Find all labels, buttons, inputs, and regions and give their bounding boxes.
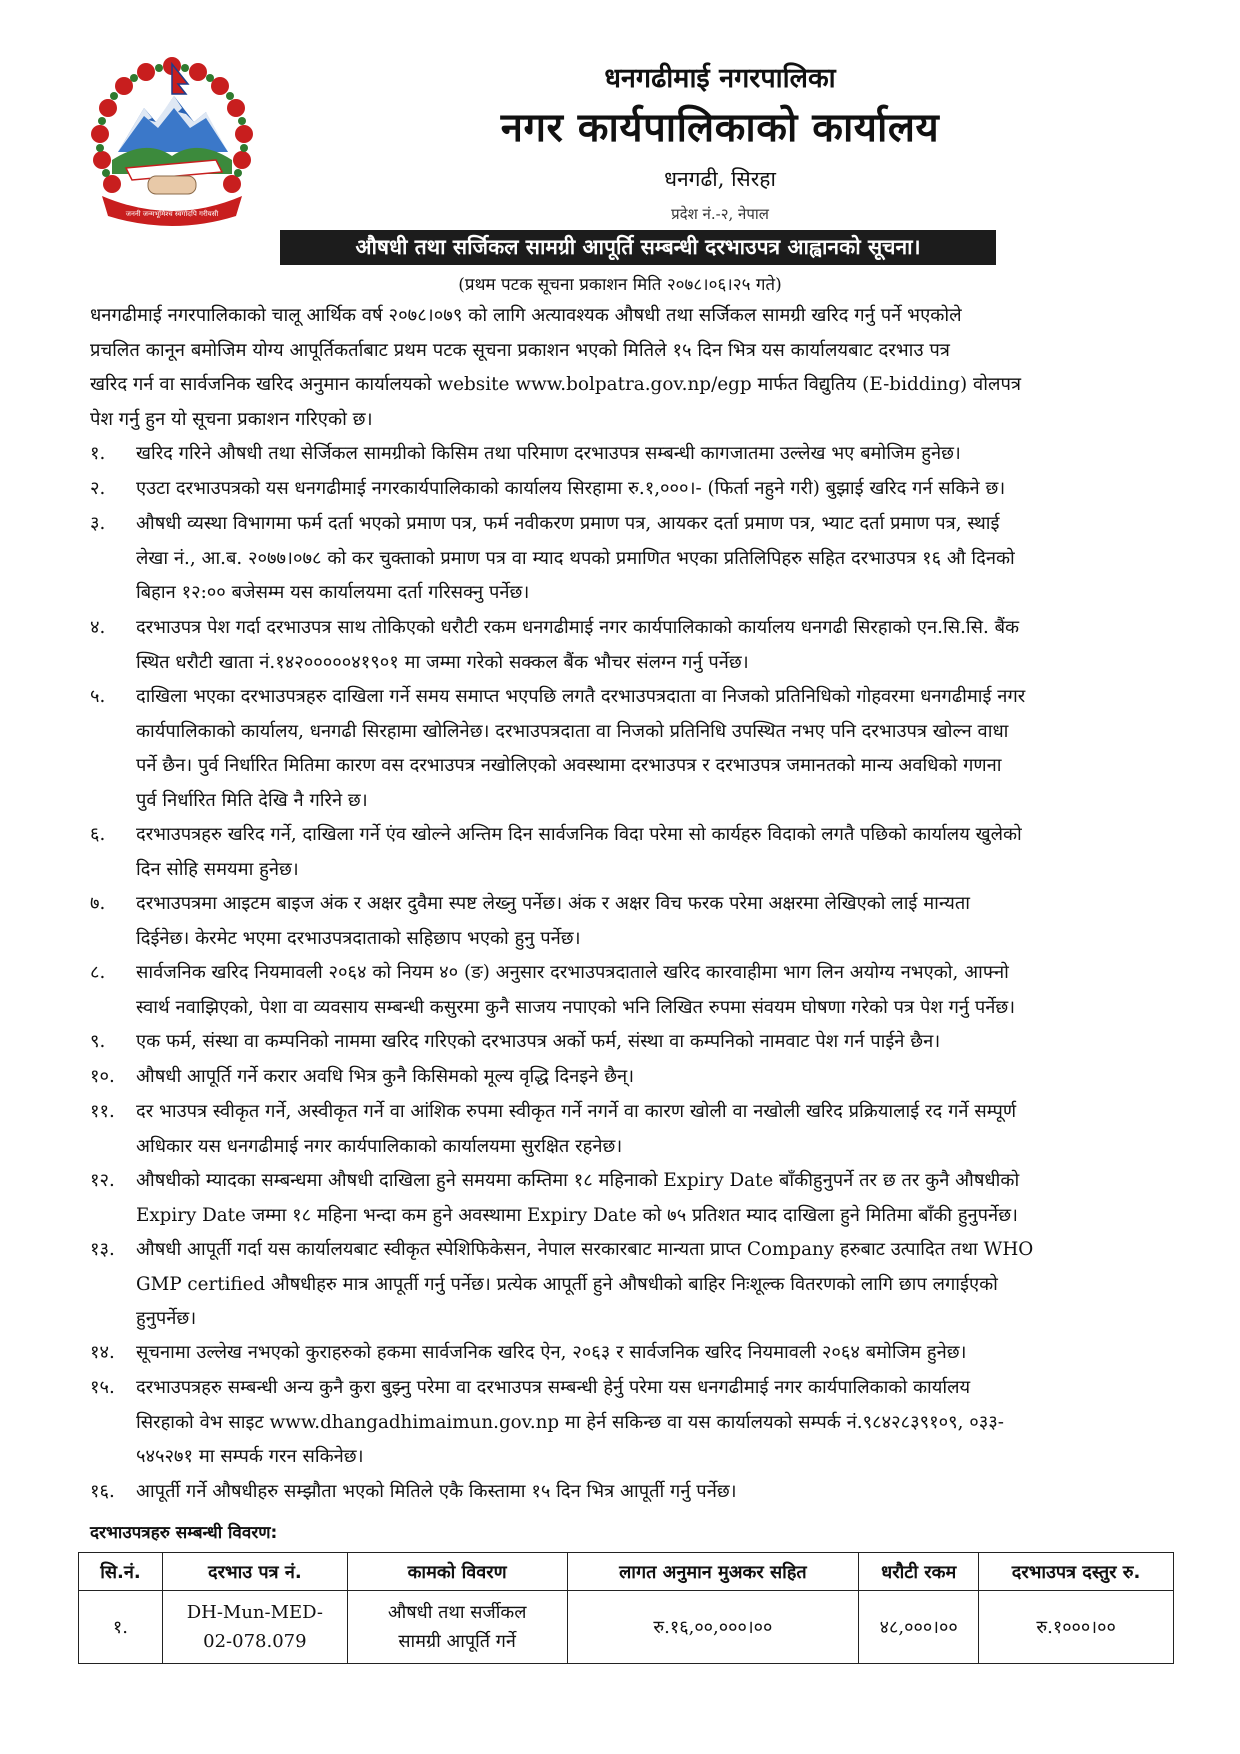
condition-line: सार्वजनिक खरिद नियमावली २०६४ को नियम ४० (ङ) अनुसार दरभाउपत्रदाताले खरिद कारवाहीमा भाग लिन अयोग्य नभएको, आफ्नो	[136, 962, 1009, 983]
condition-line: एउटा दरभाउपत्रको यस धनगढीमाई नगरकार्यपालिकाको कार्यालय सिरहामा रु.१,०००।- (फिर्ता नहुने गरी) बुझाई खरिद गर्न सकिने छ।	[136, 478, 1006, 499]
intro-line: धनगढीमाई नगरपालिकाको चालू आर्थिक वर्ष २०७८।०७९ को लागि अत्यावश्यक औषधी तथा सर्जिकल सामग्री खरिद गर्नु पर्ने भएकोले	[90, 305, 962, 326]
condition-line: दिन सोहि समयमा हुनेछ।	[136, 858, 299, 880]
condition-item	[90, 437, 1172, 472]
notice-title: औषधी तथा सर्जिकल सामग्री आपूर्ति सम्बन्धी दरभाउपत्र आह्वानको सूचना।	[280, 230, 996, 265]
condition-number: ६.	[90, 824, 106, 845]
cell-cost-estimate: रु.१६,००,०००।००	[567, 1591, 859, 1664]
condition-item	[90, 472, 1172, 507]
condition-number: ३.	[90, 513, 106, 534]
condition-number: १४.	[90, 1342, 115, 1363]
condition-line: औषधी आपूर्ती गर्दा यस कार्यालयबाट स्वीकृत स्पेशिफिकेसन, नेपाल सरकारबाट मान्यता प्राप्त Company हरुबाट उत्पादित तथा WHO	[136, 1239, 1034, 1260]
table-row	[79, 1591, 1174, 1664]
intro-line: पेश गर्नु हुन यो सूचना प्रकाशन गरिएको छ।	[90, 408, 373, 430]
condition-number: ११.	[90, 1101, 115, 1122]
condition-line: दरभाउपत्र पेश गर्दा दरभाउपत्र साथ तोकिएको धरौटी रकम धनगढीमाई नगर कार्यपालिकाको कार्यालय धनगढी सिरहाको एन.सि.सि. बैंक	[136, 617, 1020, 638]
condition-line: दरभाउपत्रहरु खरिद गर्ने, दाखिला गर्ने एंव खोल्ने अन्तिम दिन सार्वजनिक विदा परेमा सो कार्यहरु विदाको लगतै पछिको कार्यालय खुलेको	[136, 824, 1022, 845]
condition-line: पर्ने छैन। पुर्व निर्धारित मितिमा कारण वस दरभाउपत्र नखोलिएको अवस्थामा दरभाउपत्र र दरभाउपत्र जमानतको मान्य अवधिको गणना	[136, 755, 1002, 776]
condition-line: आपूर्ती गर्ने औषधीहरु सम्झौता भएको मितिले एकै किस्तामा १५ दिन भित्र आपूर्ती गर्नु पर्नेछ।	[136, 1481, 737, 1502]
col-header-tender-no: दरभाउ पत्र नं.	[162, 1553, 347, 1591]
condition-line: दाखिला भएका दरभाउपत्रहरु दाखिला गर्ने समय समाप्त भएपछि लगतै दरभाउपत्रदाता वा निजको प्रतिनिधिको गोहवरमा धनगढीमाई नगर	[136, 686, 1026, 707]
publish-date: (प्रथम पटक सूचना प्रकाशन मिति २०७८।०६।२५ गते)	[458, 275, 782, 295]
condition-item	[90, 1164, 1172, 1233]
intro-line: खरिद गर्न वा सार्वजनिक खरिद अनुमान कार्यालयको website www.bolpatra.gov.np/egp मार्फत विद्युतिय (E-bidding) वोलपत्र	[90, 374, 1022, 395]
condition-line: बिहान १२:०० बजेसम्म यस कार्यालयमा दर्ता गरिसक्नु पर्नेछ।	[136, 582, 530, 603]
condition-item	[90, 680, 1172, 818]
condition-line: सूचनामा उल्लेख नभएको कुराहरुको हकमा सार्वजनिक खरिद ऐन, २०६३ र सार्वजनिक खरिद नियमावली २०६४ बमोजिम हुनेछ।	[136, 1342, 967, 1363]
condition-number: १०.	[90, 1066, 115, 1087]
condition-line: GMP certified औषधीहरु मात्र आपूर्ती गर्नु पर्नेछ। प्रत्येक आपूर्ती हुने औषधीको बाहिर निःशूल्क वितरणको लागि छाप लगाईएको	[136, 1273, 998, 1295]
condition-number: १२.	[90, 1170, 115, 1191]
condition-line: स्वार्थ नवाझिएको, पेशा वा व्यवसाय सम्बन्धी कसुरमा कुनै साजय नपाएको भनि लिखित रुपमा संवयम घोषणा गरेको पत्र पेश गर्नु पर्नेछ।	[136, 996, 1016, 1018]
col-header-work-desc: कामको विवरण	[347, 1553, 567, 1591]
office-name: नगर कार्यपालिकाको कार्यालय	[500, 105, 940, 151]
condition-number: १.	[90, 443, 106, 464]
col-header-deposit: धरौटी रकम	[859, 1553, 979, 1591]
cell-work-desc: औषधी तथा सर्जीकल सामग्री आपूर्ति गर्ने	[347, 1591, 567, 1664]
condition-number: ५.	[90, 686, 106, 707]
condition-number: ८.	[90, 962, 106, 983]
condition-line: औषधी व्यस्था विभागमा फर्म दर्ता भएको प्रमाण पत्र, फर्म नवीकरण प्रमाण पत्र, आयकर दर्ता प्रमाण पत्र, भ्याट दर्ता प्रमाण पत्र, स्थाई	[136, 513, 1000, 534]
condition-line: दरभाउपत्रहरु सम्बन्धी अन्य कुनै कुरा बुझ्नु परेमा वा दरभाउपत्र सम्बन्धी हेर्नु परेमा यस धनगढीमाई नगर कार्यपालिकाको कार्यालय	[136, 1377, 971, 1398]
intro-line: प्रचलित कानून बमोजिम योग्य आपूर्तिकर्ताबाट प्रथम पटक सूचना प्रकाशन भएको मितिले १५ दिन भित्र यस कार्यालयबाट दरभाउ पत्र	[90, 339, 950, 361]
condition-number: २.	[90, 478, 106, 499]
cell-fee: रु.१०००।००	[979, 1591, 1174, 1664]
condition-line: दिईनेछ। केरमेट भएमा दरभाउपत्रदाताको सहिछाप भएको हुनु पर्नेछ।	[136, 927, 581, 949]
condition-item	[90, 1025, 1172, 1060]
col-header-serial: सि.नं.	[79, 1553, 163, 1591]
province-label: प्रदेश नं.-२, नेपाल	[671, 205, 769, 223]
condition-item	[90, 1095, 1172, 1164]
cell-tender-no: DH-Mun-MED- 02-078.079	[162, 1591, 347, 1664]
emblem-motto: जननी जन्मभूमिश्च स्वर्गादपि गरीयसी	[125, 210, 219, 218]
condition-number: १६.	[90, 1481, 115, 1502]
condition-item	[90, 956, 1172, 1025]
table-header-row	[79, 1553, 1174, 1591]
condition-item	[90, 1475, 1172, 1510]
condition-item	[90, 507, 1172, 611]
condition-item	[90, 1371, 1172, 1475]
condition-line: कार्यपालिकाको कार्यालय, धनगढी सिरहामा खोलिनेछ। दरभाउपत्रदाता वा निजको प्रतिनिधि उपस्थित नभए पनि दरभाउपत्र खोल्न वाधा	[136, 720, 1009, 742]
condition-line: खरिद गरिने औषधी तथा सेर्जिकल सामग्रीको किसिम तथा परिमाण दरभाउपत्र सम्बन्धी कागजातमा उल्लेख भए बमोजिम हुनेछ।	[136, 443, 961, 464]
condition-line: स्थित धरौटी खाता नं.१४२०००००४१९०१ मा जम्मा गरेको सक्कल बैंक भौचर संलग्न गर्नु पर्नेछ।	[136, 651, 749, 673]
col-header-cost-estimate: लागत अनुमान मुअकर सहित	[567, 1553, 859, 1591]
condition-line: एक फर्म, संस्था वा कम्पनिको नाममा खरिद गरिएको दरभाउपत्र अर्को फर्म, संस्था वा कम्पनिको नामवाट पेश गर्न पाईने छैन।	[136, 1031, 941, 1052]
condition-line: Expiry Date जम्मा १८ महिना भन्दा कम हुने अवस्थामा Expiry Date को ७५ प्रतिशत म्याद दाखिला हुने मितिमा बाँकी हुनुपर्नेछ।	[136, 1204, 1018, 1226]
condition-line: ५४५२७१ मा सम्पर्क गरन सकिनेछ।	[136, 1446, 364, 1467]
nepal-emblem-icon	[86, 56, 258, 234]
condition-line: हुनुपर्नेछ।	[136, 1308, 197, 1329]
condition-line: औषधी आपूर्ति गर्ने करार अवधि भित्र कुनै किसिमको मूल्य वृद्धि दिनइने छैन्।	[136, 1066, 635, 1087]
col-header-fee: दरभाउपत्र दस्तुर रु.	[979, 1553, 1174, 1591]
condition-item	[90, 818, 1172, 887]
condition-number: ७.	[90, 893, 106, 914]
cell-serial: १.	[79, 1591, 163, 1664]
condition-item	[90, 611, 1172, 680]
condition-line: दर भाउपत्र स्वीकृत गर्ने, अस्वीकृत गर्ने वा आंशिक रुपमा स्वीकृत गर्ने नगर्ने वा कारण खोली वा नखोली खरिद प्रक्रियालाई रद गर्ने सम्पूर्ण	[136, 1101, 1017, 1122]
condition-item	[90, 1233, 1172, 1337]
condition-number: ४.	[90, 617, 106, 638]
condition-line: दरभाउपत्रमा आइटम बाइज अंक र अक्षर दुवैमा स्पष्ट लेख्नु पर्नेछ। अंक र अक्षर विच फरक परेमा अक्षरमा लेखिएको लाई मान्यता	[136, 893, 971, 914]
condition-line: अधिकार यस धनगढीमाई नगर कार्यपालिकाको कार्यालयमा सुरक्षित रहनेछ।	[136, 1135, 623, 1157]
condition-line: पुर्व निर्धारित मिति देखि नै गरिने छ।	[136, 789, 368, 811]
condition-line: औषधीको म्यादका सम्बन्धमा औषधी दाखिला हुने समयमा कम्तिमा १८ महिनाको Expiry Date बाँकीहुनुपर्ने तर छ तर कुनै औषधीको	[136, 1170, 1020, 1191]
office-location: धनगढी, सिरहा	[664, 167, 776, 191]
condition-item	[90, 1336, 1172, 1371]
condition-number: ९.	[90, 1031, 106, 1052]
condition-line: लेखा नं., आ.ब. २०७७।०७८ को कर चुक्ताको प्रमाण पत्र वा म्याद थपको प्रमाणित भएका प्रतिलिपिहरु सहित दरभाउपत्र १६ औ दिनको	[136, 547, 1015, 569]
tender-table	[78, 1552, 1174, 1664]
condition-number: १५.	[90, 1377, 115, 1398]
condition-line: सिरहाको वेभ साइट www.dhangadhimaimun.gov.np मा हेर्न सकिन्छ वा यस कार्यालयको सम्पर्क नं.९८४२८३९१०९, ०३३-	[136, 1411, 1004, 1433]
notice-intro	[90, 299, 1172, 437]
table-caption: दरभाउपत्रहरु सम्बन्धी विवरण:	[90, 1523, 278, 1543]
cell-deposit: ४८,०००।००	[859, 1591, 979, 1664]
condition-number: १३.	[90, 1239, 115, 1260]
municipality-name: धनगढीमाई नगरपालिका	[604, 63, 836, 94]
condition-item	[90, 887, 1172, 956]
condition-item	[90, 1060, 1172, 1095]
